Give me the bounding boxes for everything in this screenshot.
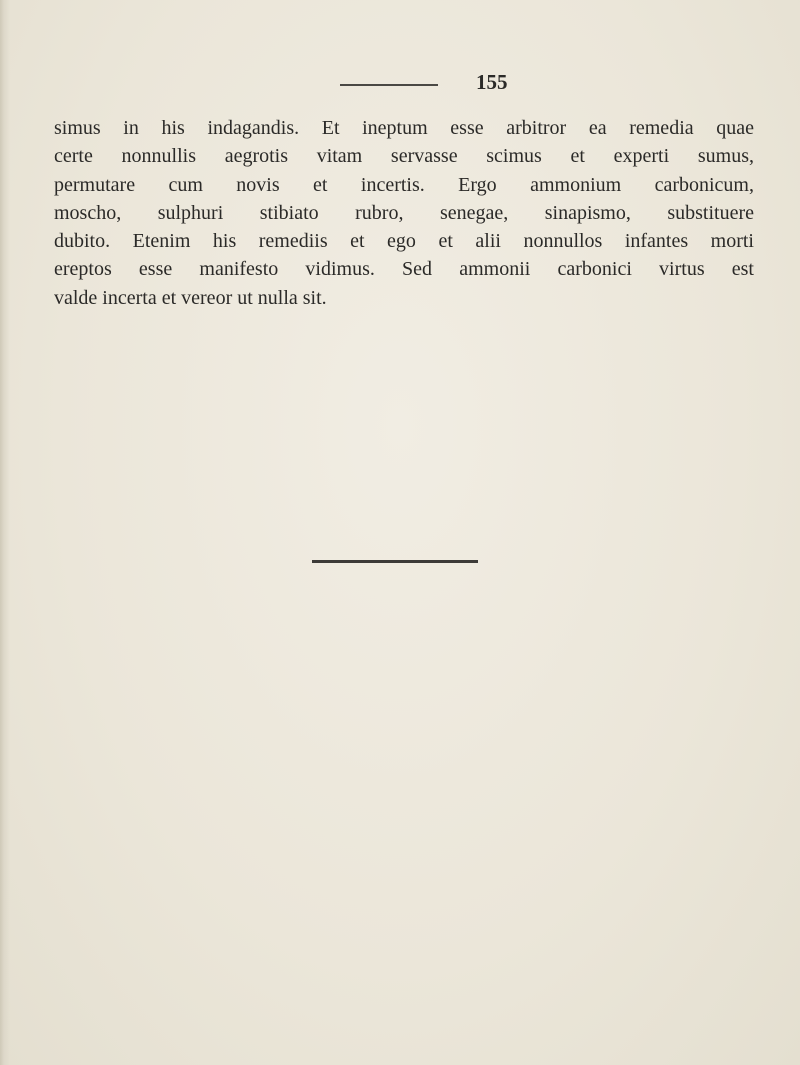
- text-line-1: simus in his indagandis. Et ineptum esse arbitror ea remedia quae: [54, 117, 754, 139]
- page-binding-edge: [0, 0, 10, 1065]
- text-line-7: valde incerta et vereor ut nulla sit.: [54, 286, 327, 309]
- text-line-4: moscho, sulphuri stibiato rubro, senegae, sinapismo, substituere: [54, 201, 754, 224]
- text-line-2: certe nonnullis aegrotis vitam servasse scimus et experti sumus,: [54, 145, 754, 168]
- text-line-5: dubito. Etenim his remediis et ego et alii nonnullos infantes morti: [54, 230, 754, 253]
- section-end-rule: [312, 560, 478, 563]
- body-paragraph: [54, 114, 754, 312]
- text-line-3: permutare cum novis et incertis. Ergo ammonium carbonicum,: [54, 173, 754, 196]
- header-rule: [340, 84, 438, 86]
- page-number: 155: [476, 70, 508, 94]
- text-line-6: ereptos esse manifesto vidimus. Sed ammonii carbonici virtus est: [54, 258, 754, 281]
